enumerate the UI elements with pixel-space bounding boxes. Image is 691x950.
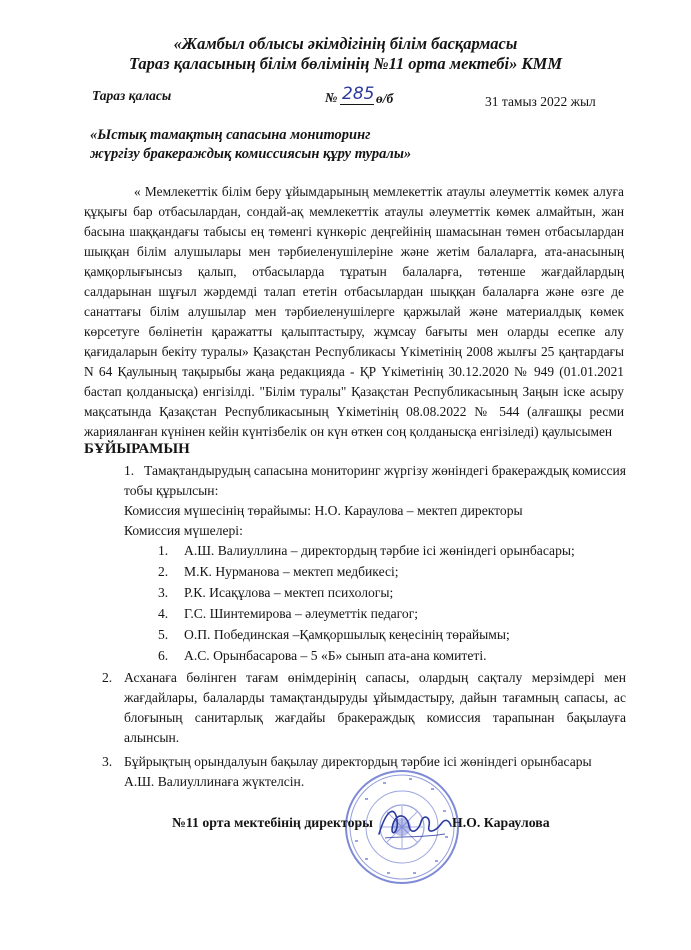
item-2-line: блоғының санитарлық жағдайы бракераждық комиссия тарапынан бақылауға bbox=[124, 710, 626, 725]
item-number: 3. bbox=[102, 754, 113, 769]
order-title-line-2: жүргізу бракераждық комиссиясын құру туралы» bbox=[90, 146, 412, 162]
commission-chair: Комиссия мүшесінің төрайымы: Н.О. Караулова – мектеп директоры bbox=[124, 503, 523, 518]
order-number-underline bbox=[340, 104, 374, 105]
preamble-line: шыққан білім алушылары мен тәрбиеленушілеріне және жетім балаларға, ата-анасының bbox=[84, 244, 624, 259]
item-2-line: алынсын. bbox=[124, 730, 180, 745]
preamble-line: N 64 Қаулының тақырыбы жаңа редакцияда - ҚР Үкіметінің 30.12.2020 № 949 (01.01.2021 bbox=[84, 364, 624, 379]
signature-name: Н.О. Караулова bbox=[452, 815, 550, 830]
member-number: 6. bbox=[158, 648, 169, 663]
member-number: 4. bbox=[158, 606, 169, 621]
order-number-prefix: № bbox=[325, 90, 338, 105]
member-number: 5. bbox=[158, 627, 169, 642]
preamble-line: қағидаларын бекіту туралы» Қазақстан Республикасы Үкіметінің 2008 жылғы 25 қаңтардағы bbox=[84, 344, 624, 359]
preamble-line: басына шаққандағы табысы ең төменгі күнкөріс деңгейінің шамасынан төмен отбасылардан bbox=[84, 224, 624, 239]
preamble-line: « Мемлекеттік білім беру ұйымдарының мемлекеттік атаулы әлеуметтік көмек алуға bbox=[134, 184, 624, 199]
member-text: А.Ш. Валиуллина – директордың тәрбие ісі жөніндегі орынбасары; bbox=[184, 543, 575, 558]
item-number: 2. bbox=[102, 670, 113, 685]
order-heading: БҰЙЫРАМЫН bbox=[84, 441, 190, 457]
member-text: Р.К. Исақұлова – мектеп психологы; bbox=[184, 585, 394, 600]
member-number: 3. bbox=[158, 585, 169, 600]
preamble-line: мақсатында Қазақстан Республикасының Үкіметінің 08.08.2022 № 544 (алғашқы ресми bbox=[84, 404, 624, 419]
preamble-line: көрсетуге бөлінетін қаражатты қалыптастыру, жұмсау бағыты мен оларды есепке алу bbox=[84, 324, 624, 339]
city-label: Тараз қаласы bbox=[92, 88, 172, 103]
item-3-line-1: Бұйрықтың орындалуын бақылау директордың тәрбие ісі жөніндегі орынбасары bbox=[124, 754, 592, 769]
member-text: Г.С. Шинтемирова – әлеуметтік педагог; bbox=[184, 606, 419, 621]
order-date: 31 тамыз 2022 жыл bbox=[485, 94, 596, 109]
item-2-line: Асханаға бөлінген тағам өнімдерінің сапасы, олардың сақталу мерзімдері мен bbox=[124, 670, 626, 685]
item-2-line: жағдайлары, балаларды тамақтандыруды ұйымдастыру, дайын тағамның сапасы, ас bbox=[124, 690, 626, 705]
member-number: 2. bbox=[158, 564, 169, 579]
member-text: О.П. Побединская –Қамқоршылық кеңесінің төрайымы; bbox=[184, 627, 510, 642]
order-number-suffix: ө/б bbox=[376, 91, 394, 106]
member-text: М.К. Нурманова – мектеп медбикесі; bbox=[184, 564, 399, 579]
preamble-line: санаттағы білім алушылар мен тәрбиеленушілерге қаржылай және материалдық көмек bbox=[84, 304, 624, 319]
preamble-line: бастап қолданысқа) енгізілді. "Білім туралы" Қазақстан Республикасының Заңын іске асыру bbox=[84, 384, 624, 399]
member-number: 1. bbox=[158, 543, 169, 558]
member-text: А.С. Орынбасарова – 5 «Б» сынып ата-ана комитеті. bbox=[184, 648, 487, 663]
preamble-line: құқығы бар отбасылардан, сондай-ақ мемлекеттік атаулы әлеуметтік көмек алмайтын, жан bbox=[84, 204, 624, 219]
order-number-handwritten: 285 bbox=[342, 84, 375, 104]
item-3-line-2: А.Ш. Валиуллинаға жүктелсін. bbox=[124, 774, 305, 789]
preamble-line: салдарынан шұғыл жәрдемді талап ететін отбасылардан шыққан балаларға және өзге де bbox=[84, 284, 624, 299]
preamble-line: жарияланған күнінен кейін күнтізбелік он күн өткен соң қолданысқа енгізіледі) қаулысымен bbox=[84, 424, 613, 439]
item-1-text-line-2: тобы құрылсын: bbox=[124, 483, 219, 498]
document-header-line-2: Тараз қаласының білім бөлімінің №11 орта мектебі» КММ bbox=[128, 54, 563, 73]
order-title-line-1: «Ыстық тамақтың сапасына мониторинг bbox=[90, 127, 371, 143]
item-1-text-line-1: Тамақтандырудың сапасына мониторинг жүргізу жөніндегі бракераждық комиссия bbox=[144, 463, 627, 478]
preamble-line: қамқорлығынсыз қалып, отбасыларда тұратын балаларға, төтенше жағдайлардың bbox=[84, 264, 624, 279]
signature-position: №11 орта мектебінің директоры bbox=[172, 815, 373, 830]
signature-scribble bbox=[375, 800, 455, 844]
document-header-line-1: «Жамбыл облысы әкімдігінің білім басқармасы bbox=[173, 34, 518, 53]
commission-members-label: Комиссия мүшелері: bbox=[124, 523, 243, 538]
item-number: 1. bbox=[124, 463, 135, 478]
